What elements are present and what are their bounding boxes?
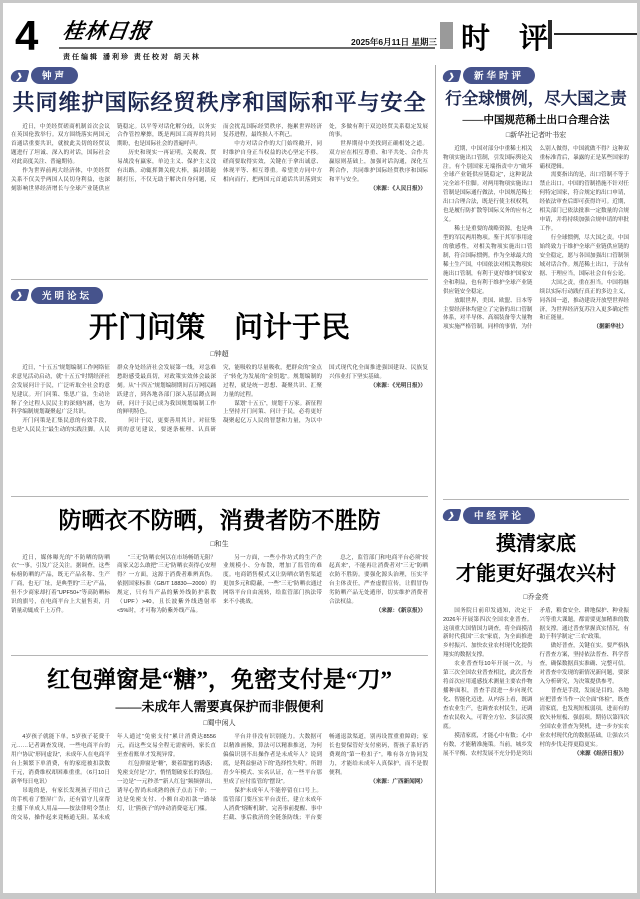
article-byline: □钟超	[210, 350, 229, 358]
editors-line: 责任编辑 潘利珍 责任校对 胡天林	[63, 54, 201, 61]
article-byline: □新华社记者叶书宏	[505, 131, 567, 139]
article-fangshai	[11, 496, 428, 649]
section-title-bar	[548, 20, 552, 49]
page-number: 4	[15, 12, 39, 59]
column-badge-zhongsheng	[11, 67, 428, 84]
left-column	[11, 65, 435, 893]
article-title: 共同维护国际经贸秩序和国际和平与安全	[12, 90, 427, 115]
article-hongbao	[11, 655, 428, 894]
badge-label: 光明论坛	[31, 287, 103, 304]
article-title-line1: 摸清家底	[496, 532, 576, 555]
article-title: 行全球惯例，尽大国之责	[445, 89, 627, 108]
article-subtitle: ——中国规范稀土出口合理合法	[462, 114, 610, 126]
article-source: （来源：《人民日报》）	[370, 186, 426, 193]
badge-arrow-icon: ❯	[10, 70, 30, 82]
article-body: 近日，“十五五”规划编制工作网络征求意见活动启动，就“十五五”时期经济社会发展问计于民，广泛听取全社会的意见建议。开门问策、集思广益，生动诠释了全过程人民民主的深刻内涵，也为科学编制规划凝聚起广泛共识。 开门问策是汇集民意的有效手段，也是“人民民主”最生动的实践注脚。人民群众身处经济社会发展第一线，对急难愁盼感受最真切，对政策实效体会最深刻。从“十四五”规划编制期间百万网民踊跃建言，到各地各部门深入基层蹲点调研，问计于民已成为我国规划编制工作的鲜明特色。 问计于民，更要善用其计。对征集到的意见建议，要逐条梳理、认真研究，能吸收的尽量吸收，把群众的“金点子”转化为发展的“金钥匙”。规划编制的过程，就是统一思想、凝聚共识、汇聚力量的过程。 谋划“十五五”，规划千万家。新征程上坚持开门问策、问计于民，必将更好凝聚起亿万人民的智慧和力量，为以中国式现代化全面推进强国建设、民族复兴伟业打下坚实基础。 （来源：《光明日报》）	[11, 364, 428, 434]
article-title: 红包弹窗是“糖”，免密支付是“刀”	[47, 666, 392, 692]
article-zhongsheng	[11, 67, 428, 273]
article-title: 防晒衣不防晒，消费者防不胜防	[58, 507, 381, 533]
page-content	[3, 61, 637, 893]
article-body: 近日，中美经贸磋商机制首次会议在英国伦敦举行。双方围绕落实两国元首通话重要共识，就彼此关切的经贸议题进行了坦诚、深入的对话，国际社会对此高度关注、普遍期待。 作为世界前两大经济体，中美经贸关系不仅关乎两国人民切身利益，也深刻影响世界经济增长与全球产业链供应链稳定。以平等对话化解分歧，以务实合作管控摩擦，既是两国工商界的共同期盼，也是国际社会的普遍呼声。 历史和现实一再证明，关税战、贸易战没有赢家，单边主义、保护主义没有出路。动辄挥舞关税大棒，搞封锁遏制打压，不仅无助于解决自身问题，反而会扰乱国际经贸秩序，拖累世界经济复苏进程，最终损人不利己。 中方对话合作的大门始终敞开，同时维护自身正当权益的决心坚定不移。磋商要取得实效，关键在于拿出诚意、体现平等、相互尊重。希望美方同中方相向而行，把两国元首通话共识落到实处，多做有利于双边经贸关系稳定发展的事。 世界期待中美找到正确相处之道。双方应在相互尊重、和平共处、合作共赢原则基础上，加强对话沟通，深化互利合作，共同维护国际经贸秩序和国际和平与安全。 （来源：《人民日报》）	[11, 123, 428, 193]
article-body: 近日，媒体曝光的“不防晒的防晒衣”一事，引发广泛关注。据调查，这些标榜防晒的产品，既无产品名称、生产厂商，也无厂址，是典型的“三无”产品，但不少商家却打着“UPF50+”等高防晒标识的旗号，在电商平台上大量售卖，月销量动辄成千上万件。 “三无”防晒衣何以在市场畅销无阻？商家又怎么敢把“三无”防晒衣卖得心安理得？一方面，这源于消费者难辨真伪。依据国家标准（GB/T 18830—2009）的规定，只有当产品的紫外线防护系数（UPF）>40，且长波紫外线透射率<5%时，才可称为防紫外线产品。 另一方面，一些小作坊式的生产企业规模小、分布散，增加了监管的难度。电商销售模式又让防晒衣销售渠道更加多元和隐蔽，一些“三无”防晒衣通过网络平台自由流转，给监管部门执法带来不小挑战。 总之，监管部门和电商平台必须“较起真来”，不能再让消费者对“三无”防晒衣防不胜防。要强化源头治理，压实平台主体责任，严查虚假宣传，让假冒伪劣防晒产品无处遁形，切实维护消费者合法权益。 （来源：《新京报》）	[11, 554, 428, 615]
column-badge-guangming	[11, 287, 428, 304]
article-source: （来源：《新京报》）	[375, 608, 426, 615]
page-header	[3, 3, 637, 61]
badge-label: 中经评论	[463, 507, 535, 524]
masthead-logo: 桂林日报	[61, 19, 153, 43]
article-source: （来源：《光明日报》）	[370, 382, 426, 389]
article-byline: □乔金亮	[523, 593, 549, 601]
article-title-line2: 才能更好强农兴村	[456, 562, 616, 585]
badge-arrow-icon: ❯	[442, 509, 462, 521]
article-source: （来源《经济日报》）	[573, 750, 627, 757]
article-title	[443, 529, 629, 589]
column-badge-zhongjing	[443, 507, 629, 524]
article-xinhua	[443, 67, 629, 493]
article-body: 4岁孩子就能下单，5岁孩子花费千元……记者调查发现，一些电商平台的用户协议“形同虚设”，未成年人在电商平台上频繁下单消费，有的家庭被扣款数千元，消费维权却困难重重。（6月10日 新华每日电讯） 吊诡的是，有家长发现孩子用自己的手机看了整屏广告，还有留守儿童帮主播下单成人用品——按法律明令禁止的交易，操作起来竟畅通无阻。某未成年人通过“免密支付”累计消费达8556元，而这些交易全程无需密码，家长直至查看账单才发现异常。 红包弹窗是“糖”，裹着甜蜜的诱惑；免密支付是“刀”，悄悄划破家长的钱包。一边是“一元秒杀”“新人红包”频频弹出，诱导心智尚未成熟的孩子点击下单；一边是免密支付、小额自动扣款一路绿灯，让“熊孩子”的冲动消费毫无门槛。 平台并非没有识别能力。大数据可以精准画像，算法可以精准推送，为何偏偏识别不出操作者是未成年人？说到底，是利益驱动下的“选择性失明”。所谓青少年模式、实名认证，在一些平台那里成了应付监管的“摆设”。 保护未成年人不能停留在口号上。监管部门要压实平台责任，建立未成年人消费“熔断机制”，完善事前提醒、事中拦截、事后救济的全链条防线；平台要畅通退款渠道，别再设置重重障碍；家长也要保管好支付密码，帮孩子系好消费观的“第一粒扣子”。唯有各方协同发力，才能给未成年人真保护，而不是假便利。 （来源：广西新闻网）	[11, 734, 428, 821]
column-badge-xinhua	[443, 67, 629, 84]
section-title: 时 评	[461, 23, 549, 55]
article-title: 开门问策 问计于民	[88, 311, 350, 344]
badge-label: 钟声	[31, 67, 78, 84]
article-subtitle: ——未成年人需要真保护而非假便利	[115, 699, 324, 715]
badge-label: 新华时评	[463, 67, 535, 84]
section-title-line	[554, 33, 637, 35]
newspaper-page	[3, 3, 637, 893]
article-body: 近期，中国对部分中重稀土相关物项实施出口管制，引发国际舆论关注。有个别国家无端指责中方“破坏全球产业链供应链稳定”，这种说法完全站不住脚。对两用物项实施出口管制是国际通行做法，中国规范稀土出口合理合法，既是行使主权权利，也是履行防扩散等国际义务的应有之义。 稀土是重要的战略资源，也是典型的军民两用物项。鉴于其军事用途的敏感性，对相关物项实施出口管制，符合国际惯例。作为全球最大的稀土生产国，中国依法对相关物项实施出口管制，有利于更好维护国家安全和利益，也有利于维护全球产业链供应链安全稳定。 放眼世界，美国、欧盟、日本等主要经济体均建立了完备的出口管制体系，对半导体、高端装备等大量物项实施严格管制。同样的事情，为什么别人做得，中国就做不得？这种双重标准背后，暴露的正是某些国家的霸权逻辑。 需要指出的是，出口管制不等于禁止出口。中国的管制措施不针对任何特定国家，符合规定的出口申请，经依法审查后即可获得许可。近期，相关部门已依法批准一定数量的合规申请，并将持续加强合规申请的审批工作。 行全球惯例，尽大国之责。中国始终致力于维护全球产业链供应链的安全稳定，愿与各国加强出口管制领域对话合作。规范稀土出口，于法有据、于理应当，国际社会自有公论。 大国之责，重在担当。中国将继续以实际行动践行真正的多边主义，同各国一道，推动建设开放型世界经济，为世界经济复苏注入更多确定性和正能量。 （据新华社）	[443, 145, 630, 331]
article-zhongjing	[443, 499, 629, 869]
issue-date: 2025年6月11日 星期三	[351, 37, 437, 47]
article-source: （据新华社）	[593, 324, 627, 331]
badge-arrow-icon: ❯	[10, 289, 30, 301]
article-body: 国务院日前印发通知，决定于2026年开展第四次全国农业普查。这项重大国情国力调查，将全面摸清新时代我国“三农”家底，为全面推进乡村振兴、加快农业农村现代化提供翔实的数据支撑。 农业普查每10年开展一次。与第三次全国农业普查相比，此次普查将首次应用遥感技术测量主要农作物播种面积，普查手段进一步向现代化、智能化迈进。从内容上看，既调查农业生产，也调查农村民生，还调查农民收入，可谓全方位、多层次摸底。 摸清家底，才能心中有数；心中有数，才能精准施策。当前，城乡发展不平衡、农村发展不充分仍是突出矛盾，粮食安全、耕地保护、种业振兴等重大课题，都需要更加精准的数据支撑。通过普查掌握真实情况，有助于科学制定“三农”政策。 做好普查，关键在实。要严格执行普查方案，坚持依法普查、科学普查，确保数据真实准确、完整可信。对普查中发现的新情况新问题，要深入分析研究，为决策提供参考。 普查是手段，发展是目的。各地应把普查当作一次全面“体检”，既查清家底，也发现短板弱项，进而有的放矢补短板、强弱项。期待以第四次全国农业普查为契机，进一步夯实农业农村现代化的数据基础，让强农兴村的步伐走得更稳更实。 （来源《经济日报》）	[443, 607, 630, 757]
section-marker-block	[440, 22, 453, 49]
article-byline: □和生	[210, 540, 229, 548]
badge-arrow-icon: ❯	[442, 70, 462, 82]
article-byline: □蜀中闲人	[203, 720, 236, 728]
article-guangming	[11, 279, 428, 490]
article-source: （来源：广西新闻网）	[370, 778, 426, 785]
right-column	[435, 65, 629, 893]
